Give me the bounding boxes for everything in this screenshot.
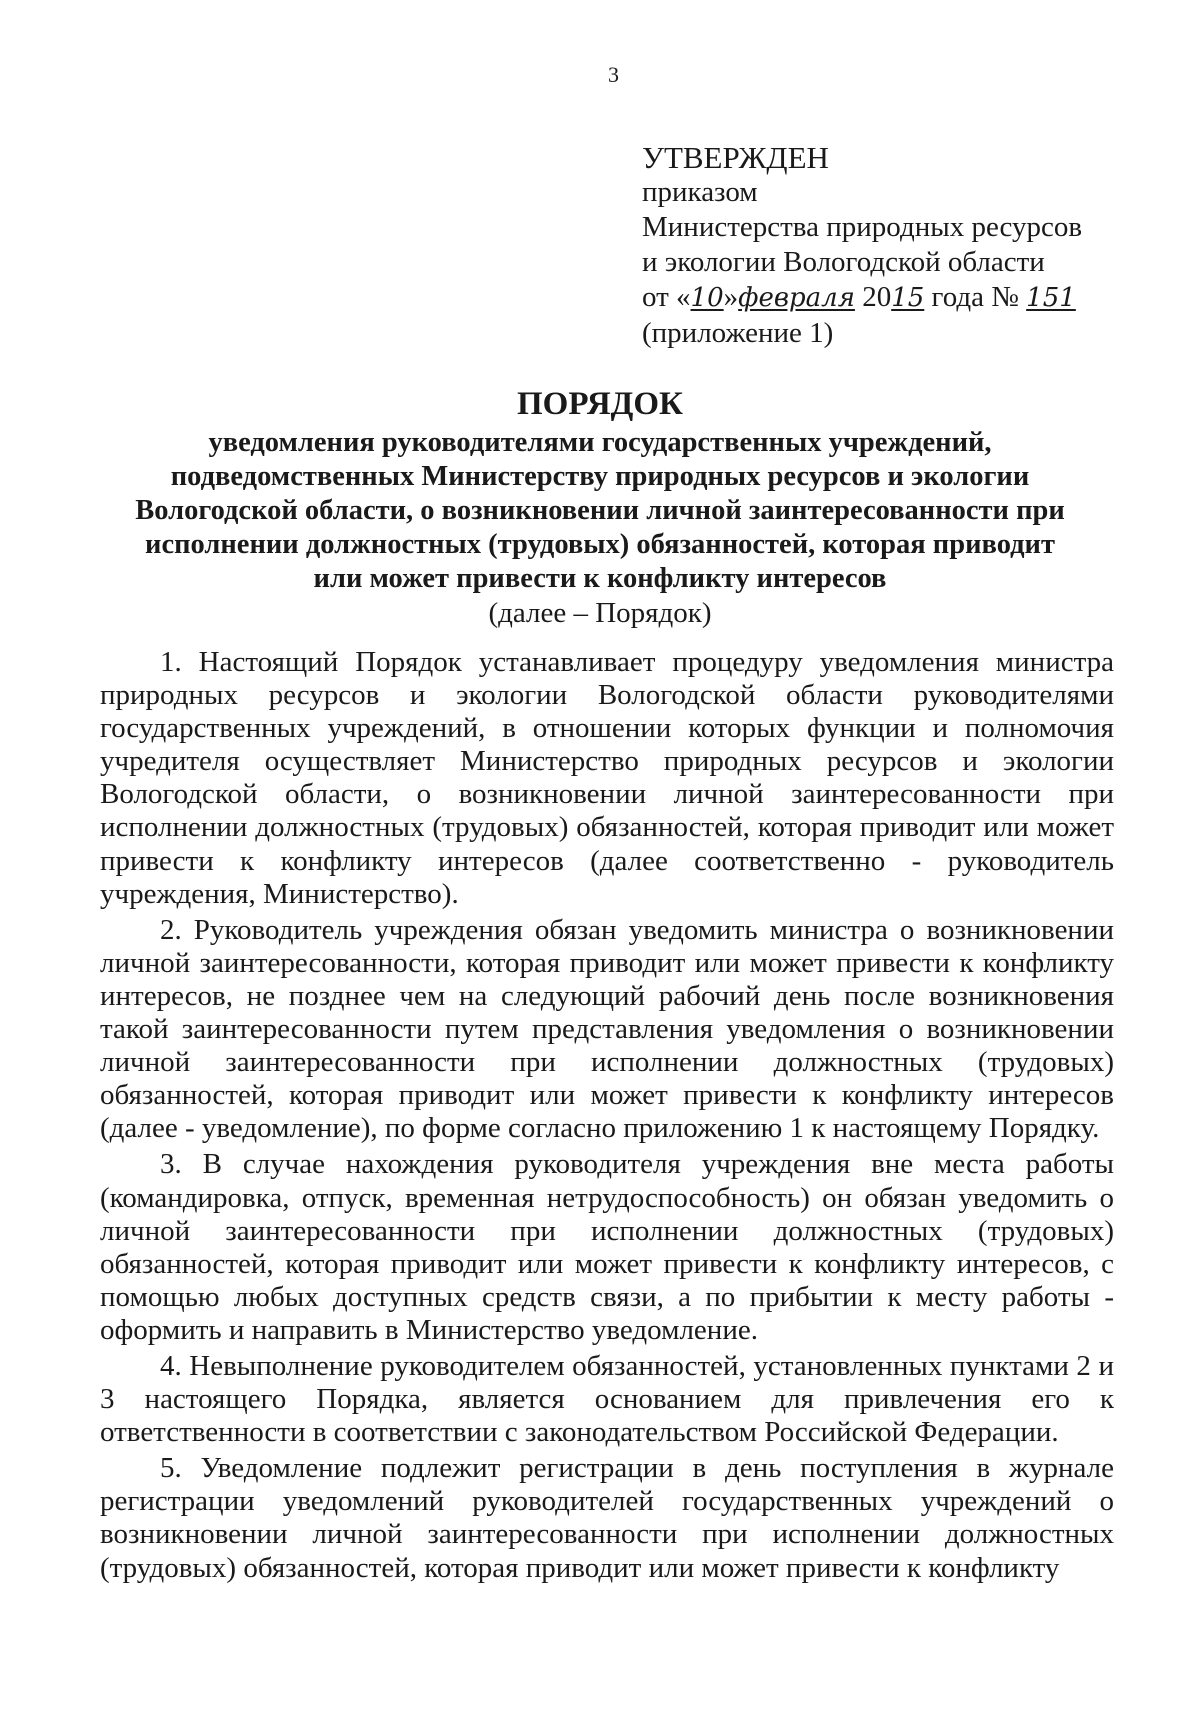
year-prefix: 20 bbox=[862, 281, 892, 313]
paragraph-1: 1. Настоящий Порядок устанавливает процедуру уведомления министра природных ресурсов и экологии Вологодской области руководителями государственных учреждений, в отношении которых функции и полномочия учредителя осуществляет Министерство природных ресурсов и экологии Вологодской области, о возникновении личной заинтересованности при исполнении должностных (трудовых) обязанностей, которая приводит или может привести к конфликту интересов (далее соответственно - руководитель учреждения, Министерство). bbox=[100, 646, 1114, 910]
year-suffix: года № bbox=[924, 281, 1027, 313]
paragraph-3: 3. В случае нахождения руководителя учреждения вне места работы (командировка, отпуск, временная нетрудоспособность) он обязан уведомить о личной заинтересованности при исполнении должностных (трудовых) обязанностей, которая приводит или может привести к конфликту интересов, с помощью любых доступных средств связи, а по прибытии к месту работы - оформить и направить в Министерство уведомление. bbox=[100, 1148, 1114, 1346]
paragraph-2: 2. Руководитель учреждения обязан уведомить министра о возникновении личной заинтересованности, которая приводит или может привести к конфликту интересов, не позднее чем на следующий рабочий день после возникновения такой заинтересованности путем представления уведомления о возникновении личной заинтересованности при исполнении должностных (трудовых) обязанностей, которая приводит или может привести к конфликту интересов (далее - уведомление), по форме согласно приложению 1 к настоящему Порядку. bbox=[100, 913, 1114, 1145]
title-subline: исполнении должностных (трудовых) обязанностей, которая приводит bbox=[145, 529, 1055, 560]
page-number: 3 bbox=[608, 62, 619, 87]
document-title-block bbox=[100, 384, 1100, 630]
paragraph-5: 5. Уведомление подлежит регистрации в день поступления в журнале регистрации уведомлений руководителей государственных учреждений о возникновении личной заинтересованности при исполнении должностных (трудовых) обязанностей, которая приводит или может привести к конфликту bbox=[100, 1452, 1114, 1584]
document-body bbox=[100, 646, 1114, 1585]
approval-heading: УТВЕРЖДЕН bbox=[642, 140, 829, 175]
handwritten-number: 151 bbox=[1026, 283, 1076, 313]
approval-line-order: приказом bbox=[642, 176, 758, 208]
title-subline: Вологодской области, о возникновении личной заинтересованности при bbox=[135, 495, 1065, 526]
handwritten-month: февраля bbox=[738, 283, 855, 313]
date-mid: » bbox=[723, 281, 739, 313]
handwritten-year: 15 bbox=[891, 283, 925, 313]
paragraph-4: 4. Невыполнение руководителем обязанностей, установленных пунктами 2 и 3 настоящего Порядка, является основанием для привлечения его к ответственности в соответствии с законодательством Российской Федерации. bbox=[100, 1349, 1114, 1449]
date-prefix: от « bbox=[642, 281, 691, 313]
title-subline: подведомственных Министерству природных ресурсов и экологии bbox=[170, 461, 1030, 492]
approval-date-line bbox=[642, 280, 1082, 316]
title-subline: уведомления руководителями государственных учреждений, bbox=[208, 427, 992, 458]
title-subline: или может привести к конфликту интересов bbox=[313, 563, 887, 594]
approval-stamp-block bbox=[642, 140, 1082, 351]
handwritten-day: 10 bbox=[690, 283, 724, 313]
approval-line-ministry: Министерства природных ресурсов bbox=[642, 211, 1083, 243]
approval-line-region: и экологии Вологодской области bbox=[642, 246, 1045, 278]
document-title: ПОРЯДОК bbox=[517, 386, 683, 422]
approval-line-appendix: (приложение 1) bbox=[642, 317, 834, 349]
title-abbreviation-note: (далее – Порядок) bbox=[488, 597, 712, 629]
